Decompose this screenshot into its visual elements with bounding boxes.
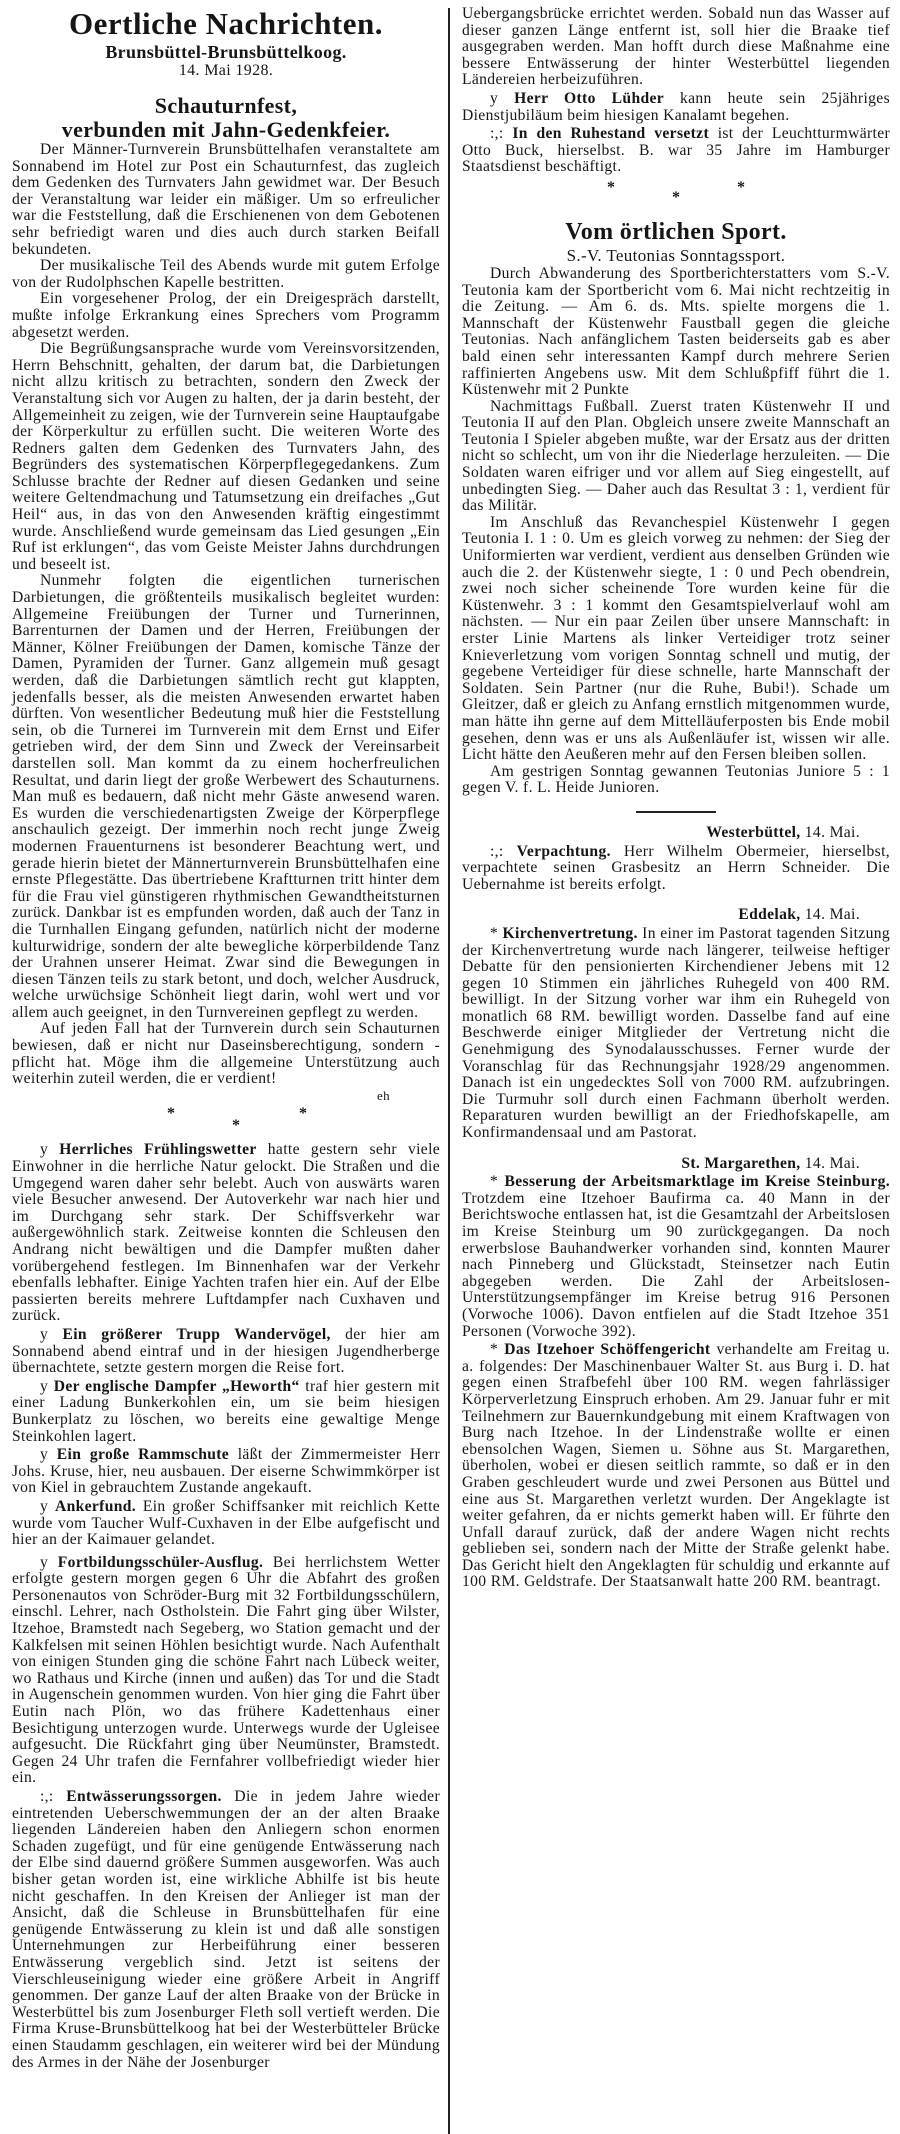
article-paragraph: Der musikalische Teil des Abends wurde mit gutem Erfolge von der Rudolphschen Kapelle bestritten. xyxy=(12,257,440,291)
note-title: Ankerfund. xyxy=(54,1497,137,1515)
sport-paragraph: Nachmittags Fußball. Zuerst traten Küstenwehr II und Teutonia II auf den Plan. Obgleich unsere zweite Mannschaft an Teutonia I Spieler abgeben mußte, war der Ersatz aus der dritten nicht so schlecht, um von ihr die Niederlage herzuleiten. — Die Soldaten waren eifriger und vor allem auf Sieg eingestellt, auf unbedingten Sieg. — Daher auch das Resultat 3 : 1, verdient für das Militär. xyxy=(462,397,890,515)
dateline-place: St. Margarethen, xyxy=(681,1154,801,1172)
note-marker: :,: xyxy=(490,842,504,860)
news-note xyxy=(462,844,890,894)
news-note xyxy=(462,1342,890,1591)
note-title: In den Ruhestand versetzt xyxy=(512,125,709,143)
note-title: Kirchenvertretung. xyxy=(502,924,638,942)
dateline-eddelak xyxy=(462,907,890,924)
note-title: Herr Otto Lühder xyxy=(514,89,665,107)
note-text: hatte gestern sehr viele Einwohner in die herrliche Natur gelockt. Die Straßen und die Umgegend waren daher sehr belebt. Auch von auswärts waren viele Besucher anwesend. Der Autoverkehr war nach hier und im Durchgang sehr stark. Der Schiffsverkehr war außergewöhnlich stark. Zeitweise konnten die Schleusen den Andrang nicht bewältigen und die Dampfer mußten daher vorübergehend festlegen. Im Binnenhafen war der Verkehr ebenfalls lebhafter. Einige Yachten trafen hier ein. Auf der Elbe passierten bereits mehrere Luftdampfer nach Cuxhaven und zurück. xyxy=(12,1141,441,1325)
star-icon: * xyxy=(672,188,681,206)
note-text: Die in jedem Jahre wieder eintretenden Ueberschwemmungen der an der alten Braake liegenden Ländereien haben den Anliegern schon enormen Schaden zugefügt, und für eine genügende Entwässerung nach der Elbe sind dauernd größere Summen ausgeworfen. Was auch bisher getan worden ist, eine wirkliche Abhilfe ist bis heute nicht geschaffen. In den Kreisen der Anlieger ist man der Ansicht, daß die Schleuse in Brunsbüttelhafen für eine genügende Entwässerung zu klein ist und daß alle sonstigen Unternehmungen zur Herbeiführung einer besseren Entwässerung vergeblich sind. Jetzt ist seitens der Vierschleuseinigung wieder eine größere Arbeit in Angriff genommen. Der ganze Lauf der alten Braake von der Brücke in Westerbüttel bis zum Josenburger Fleth soll vertieft werden. Die Firma Kruse-Brunsbüttelkoog hat bei der Westerbütteler Brücke einen Staudamm geschlagen, ein weiterer wird bei der Mündung des Armes in der Nähe der Josenburger xyxy=(12,1788,440,2071)
section-title: Oertliche Nachrichten. xyxy=(68,6,384,41)
article-paragraph: Nunmehr folgten die eigentlichen turnerischen Darbietungen, die größtenteils musikalisch begleitet wurden: Allgemeine Freiübungen der Turner und Turnerinnen, Barrenturnen der Damen und der Herren, Freiübungen der Männer, Kölner Freiübungen der Damen, komische Tänze der Damen, Pyramiden der Turner. Ganz allgemein muß gesagt werden, daß die Darbietungen sämtlich recht gut klappten, jedenfalls besser, als die meisten Anwesenden erwartet haben dürften. Von wesentlicher Bedeutung muß hier die Feststellung sein, ob die Turnerei im Turnverein mit dem Ernst und Eifer getrieben wird, der dem Sinn und Zweck der Vereinsarbeit darstellen soll. Man kommt da zu einem hocherfreulichen Resultat, und darin liegt der große Werbewert des Schauturnens. Man muß es bedauern, daß nicht mehr Gäste anwesend waren. Es wurden die verschiedenartigsten Zweige der Körperpflege anschaulich gezeigt. Der immerhin noch recht junge Zweig modernen Frauenturnens ist besonderer Beachtung wert, und gerade hierin bietet der Männerturnverein Brunsbüttelhafen eine ernste Pflegestätte. Das übertriebene Kraftturnen tritt hinter dem für die Frau viel günstigeren rhythmischen Gewandtheitsturnen zurück. Dankbar ist es empfunden worden, daß auch der Tanz in die Turnhallen Eingang gefunden, natürlich nicht der moderne kulturwidrige, sondern der alte bewegliche körperbildende Tanz der Urahnen unserer Heimat. Zwar sind die Bewegungen in diesen Tänzen teils zu stark betont, und doch, welcher Ausdruck, welche urwüchsige Schönheit liegt darin, wohl wert und vor allem auch geeignet, in den Turnvereinen gepflegt zu werden. xyxy=(12,572,440,1021)
note-title: Das Itzehoer Schöffengericht xyxy=(504,1341,711,1359)
news-note xyxy=(462,126,890,176)
star-separator xyxy=(462,176,890,212)
right-column xyxy=(462,6,890,1591)
dateline-st-margarethen xyxy=(462,1156,890,1173)
article-headline: Schauturnfest, xyxy=(154,93,298,118)
note-text: kann heute sein 25jähriges Dienstjubiläum beim hiesigen Kanalamt begehen. xyxy=(462,89,890,124)
column-divider xyxy=(448,8,450,2134)
note-title: Ein größerer Trupp Wandervögel, xyxy=(62,1325,331,1343)
star-icon: * xyxy=(299,1105,308,1123)
note-marker: y xyxy=(40,1497,49,1515)
author-signature: eh xyxy=(377,1087,390,1103)
section-subtitle: Brunsbüttel-Brunsbüttelkoog. xyxy=(105,42,347,62)
note-title: Der englische Dampfer „Heworth“ xyxy=(53,1377,300,1395)
article-paragraph: Ein vorgesehener Prolog, der ein Dreigespräch darstellt, mußte infolge Erkrankung eines Sprechers vom Programm abgesetzt werden. xyxy=(12,290,440,341)
note-title: Entwässerungssorgen. xyxy=(66,1788,222,1805)
dateline-date: 14. Mai. xyxy=(804,1154,860,1172)
continued-text: Uebergangsbrücke errichtet werden. Sobald nun das Wasser auf dieser ganzen Länge entfernt ist, soll hier die Braake tief ausgegraben werden. Man hofft durch diese Maßnahme eine bessere Entwässerung der hinter Westerbüttel liegenden Ländereien herbeizuführen. xyxy=(462,5,890,89)
note-text: traf hier gestern mit einer Ladung Bunkerkohlen ein, um sie beim hiesigen Bunkerplatz zu löschen, wo bereits eine gewaltige Menge Steinkohlen lagert. xyxy=(12,1377,440,1445)
note-text: Trotzdem eine Itzehoer Baufirma ca. 40 Mann in der Berichtswoche entlassen hat, ist die Gesamtzahl der Arbeitslosen im Kreise Steinburg um 90 zurückgegangen. Da noch erwerbslose Bauhandwerker vorhanden sind, konnten Maurer nach Pinneberg und Glückstadt, Steinsetzer nach Eutin abgegeben werden. Die Zahl der Arbeitslosen-Unterstützungsempfänger im Kreise betrug 916 Personen (Vorwoche 1006). Davon entfielen auf die Stadt Itzehoe 351 Personen (Vorwoche 392). xyxy=(462,1189,890,1340)
note-text: läßt der Zimmermeister Herr Johs. Kruse, hier, neu ausbauen. Der eiserne Schwimmkörper ist von Kiel in gebrauchtem Zustande angekauft. xyxy=(12,1446,440,1497)
note-marker: y xyxy=(40,1377,49,1395)
note-marker: * xyxy=(490,1173,499,1191)
note-marker: y xyxy=(40,1553,49,1571)
dateline-westerbuettel xyxy=(462,825,890,842)
news-note xyxy=(462,926,890,1142)
article-paragraph: Die Begrüßungsansprache wurde vom Vereinsvorsitzenden, Herrn Behschnitt, gehalten, der darum bat, die Darbietungen nicht allzu kritisch zu betrachten, sondern den Zweck der Veranstaltung sich vor Augen zu halten, der ja darin besteht, der Allgemeinheit zu zeigen, wie der Turnverein seine Hauptaufgabe der Körperkultur zu erfüllen sucht. Die weiteren Worte des Redners galten dem Gedenken des Turnvaters Jahn, des Begründers des systematischen Körperpflegegedankens. Zum Schlusse brachte der Redner auf diesen Gedanken und seine weitere Geltendmachung und Tatumsetzung ein dreifaches „Gut Heil“ aus, in das von den Anwesenden kräftig eingestimmt wurde. Anschließend wurde gemeinsam das Lied gesungen „Ein Ruf ist erklungen“, das vom Geiste Meister Jahns durchdrungen und beseelt ist. xyxy=(12,340,440,573)
article-headline-sub: verbunden mit Jahn-Gedenkfeier. xyxy=(61,117,391,142)
sport-section-subtitle: S.-V. Teutonias Sonntagssport. xyxy=(566,245,786,265)
news-note xyxy=(462,1174,890,1340)
star-icon: * xyxy=(232,1117,241,1135)
horizontal-rule xyxy=(636,811,716,813)
dateline-place: Westerbüttel, xyxy=(706,823,801,841)
sport-section-title: Vom örtlichen Sport. xyxy=(565,218,787,245)
dateline-place: Eddelak, xyxy=(738,906,801,924)
article-paragraph: Auf jeden Fall hat der Turnverein durch sein Schauturnen bewiesen, daß er nicht nur Daseinsberechtigung, sondern -pflicht hat. Möge ihm die allgemeine Unterstützung auch weiterhin zuteil werden, die er verdient! xyxy=(12,1020,440,1088)
news-note xyxy=(462,91,890,124)
article-paragraph: Der Männer-Turnverein Brunsbüttelhafen veranstaltete am Sonnabend im Hotel zur Post ein Schauturnfest, das zugleich dem Gedenken des Turnvaters Jahn gewidmet war. Der Besuch der Veranstaltung war leider ein mäßiger. Um so erfreulicher war die Feststellung, daß die Erschienenen von dem Gebotenen sehr befriedigt waren und dies auch durch starken Beifall bekundeten. xyxy=(12,141,440,258)
note-title: Herrliches Frühlingswetter xyxy=(59,1141,257,1159)
news-note xyxy=(12,1379,440,1445)
star-icon: * xyxy=(167,1105,176,1123)
note-title: Verpachtung. xyxy=(516,842,611,860)
star-icon: * xyxy=(607,178,616,196)
sport-paragraph: Durch Abwanderung des Sportberichterstatters vom S.-V. Teutonia kam der Sportbericht vom 6. Mai nicht rechtzeitig in die Zeitung. — Am 6. ds. Mts. spielte morgens die 1. Mannschaft der Küstenwehr Faustball gegen die gleiche Teutonias. Nach anfänglichem Tasten beiderseits gab es aber bald einen sehr interessanten Kampf durch mehrere Serien raffinierten Angebens usw. Mit dem Schlußpfiff führt die 1. Küstenwehr mit 2 Punkte xyxy=(462,264,890,399)
note-title: Ein große Rammschute xyxy=(56,1446,230,1464)
note-marker: y xyxy=(40,1141,49,1159)
news-note xyxy=(12,1142,440,1325)
star-separator xyxy=(12,1104,440,1140)
note-marker: y xyxy=(40,1446,49,1464)
note-text: Ein großer Schiffsanker mit reichlich Kette wurde vom Taucher Wulf-Cuxhaven in der Elbe aufgefischt und hier an der Kaimauer gelandet. xyxy=(12,1497,441,1549)
note-title: Fortbildungsschüler-Ausflug. xyxy=(57,1553,264,1571)
sport-paragraph: Am gestrigen Sonntag gewannen Teutonias Juniore 5 : 1 gegen V. f. L. Heide Junioren. xyxy=(462,762,890,797)
note-marker: * xyxy=(490,924,499,942)
news-note xyxy=(12,1327,440,1377)
note-text: Bei herrlichstem Wetter erfolgte gestern morgen gegen 6 Uhr die Abfahrt des großen Personenautos von Schröder-Burg mit 32 Fortbildungsschülern, einschl. Lehrer, nach Ostholstein. Die Fahrt ging über Wilster, Itzehoe, Bramstedt nach Segeberg, wo Station gemacht und der Kalkfelsen mit seinen Höhlen besichtigt wurde. Nach Aufenthalt von einigen Stunden ging die schöne Fahrt nach Lübeck weiter, wo Rathaus und Kirche (innen und außen) das Tor und die Stadt in Augenschein genommen wurden. Von hier ging die Fahrt über Eutin nach Plön, wo das frühere Kadettenhaus einer Besichtigung unterzogen wurde. Unterwegs wurde der Ugleisee aufgesucht. Die Rückfahrt ging über Neumünster, Bramstedt. Gegen 24 Uhr trafen die Fernfahrer vollbefriedigt wieder hier ein. xyxy=(12,1553,441,1787)
news-note xyxy=(12,1789,440,2071)
news-note xyxy=(12,1447,440,1497)
note-marker: :,: xyxy=(490,125,504,143)
note-text: In einer im Pastorat tagenden Sitzung der Kirchenvertretung wurde nach längerer, teilweise heftiger Debatte für den pensionierten Kirchendiener Jebens mit 12 gegen 10 Stimmen ein jährliches Ruhegeld von 400 RM. bewilligt. In der Sitzung vorher war ihm ein Ruhegeld von monatlich 68 RM. bewilligt worden. Dasselbe fand auf eine Beschwerde einiger Mitglieder der Vertretung nicht die Genehmigung des Synodalausschusses. Ferner wurde der Voranschlag für das Rechnungsjahr 1928/29 angenommen. Danach ist ein ungedecktes Soll von 7000 RM. aufzubringen. Die Turmuhr soll durch einen Fachmann überholt werden. Reparaturen wurden bewilligt an der Friedhofskapelle, am Konfirmandensaal und am Pastorat. xyxy=(462,924,891,1142)
sport-paragraph: Im Anschluß das Revanchespiel Küstenwehr I gegen Teutonia I. 1 : 0. Um es gleich vorweg zu nehmen: der Sieg der Uniformierten war verdient, verdient aus denselben Gründen wie auch die 2. der Küstenwehr siegte, 1 : 0 und Pech obendrein, zwei noch sicher scheinende Tore wurden keine für die Küstenwehr. 3 : 1 kommt den Gesamtspielverlauf wohl am nächsten. — Nur ein paar Zeilen über unsere Mannschaft: in erster Linie Martens als linker Verteidiger trotz seiner Knieverletzung vom vorigen Sonntag schnell und mutig, der gegebene Verteidiger für diese schnelle, harte Mannschaft der Soldaten. Sein Partner (nur die Ruhe, Bubi!). Schade um Gleitzer, daß er gleich zu Anfang ernstlich mitgenommen wurde, man hätte ihn gerne auf dem Mittelläuferposten bis Ende mobil gesehen, denn was er uns als Außenläufer ist, wissen wir alle. Licht hätte den Aeußeren mehr auf den Fersen bleiben sollen. xyxy=(462,513,890,764)
note-marker: * xyxy=(490,1341,499,1359)
news-note xyxy=(12,1555,440,1787)
left-column xyxy=(12,6,440,2071)
note-text: der hier am Sonnabend abend eintraf und in der hiesigen Jugendherberge übernachtete, setzte gestern morgen die Reise fort. xyxy=(12,1325,441,1377)
note-marker: y xyxy=(40,1325,49,1343)
dateline-date: 14. Mai. xyxy=(804,823,860,841)
news-note xyxy=(12,1499,440,1549)
note-text: ist der Leuchtturmwärter Otto Buck, hierselbst. B. war 35 Jahre im Hamburger Staatsdienst beschäftigt. xyxy=(462,125,891,176)
issue-date: 14. Mai 1928. xyxy=(178,62,274,79)
note-text: Herr Wilhelm Obermeier, hierselbst, verpachtete seinen Grasbesitz an Herrn Schneider. Die Uebernahme ist bereits erfolgt. xyxy=(462,842,891,893)
note-title: Besserung der Arbeitsmarktlage im Kreise Steinburg. xyxy=(504,1173,890,1191)
dateline-date: 14. Mai. xyxy=(804,906,860,924)
note-marker: y xyxy=(490,89,499,107)
star-icon: * xyxy=(737,178,746,196)
note-text: verhandelte am Freitag u. a. folgendes: Der Maschinenbauer Walter St. aus Burg i. D. hat gegen einen Strafbefehl über 100 RM. wegen fahrlässiger Körperverletzung Einspruch erhoben. Am 29. Januar fuhr er mit Teilnehmern zur Bauernkundgebung mit einem Kraftwagen von Burg nach Itzehoe. In der Lindenstraße wollte er einen ebensolchen Wagen, Siemen u. Söhne aus St. Margarethen, überholen, wobei er diesen seitlich rammte, so daß er in den Graben geschleudert wurde und zwei Personen aus Büttel und eine aus St. Margarethen verletzt wurden. Der Angeklagte ist weiter gefahren, da er nichts gemerkt haben will. Er führte den Unfall darauf zurück, daß der andere Wagen nicht rechts geblieben sei, sondern nach der Mitte der Straße gelenkt habe. Das Gericht hielt den Angeklagten für schuldig und erkannte auf 100 RM. Geldstrafe. Der Staatsanwalt hatte 200 RM. beantragt. xyxy=(462,1341,890,1591)
note-marker: :,: xyxy=(40,1788,54,1805)
